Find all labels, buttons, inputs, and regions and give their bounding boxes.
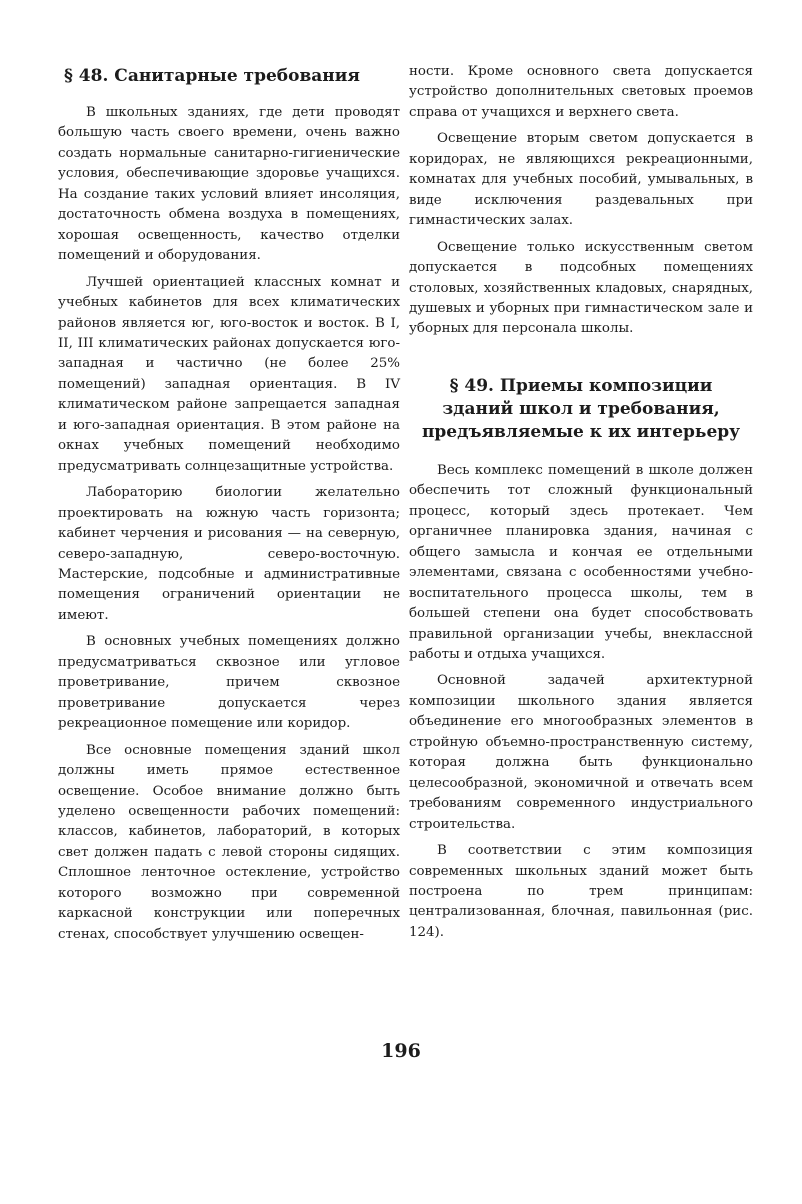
paragraph: В основных учебных помещениях должно предусматриваться сквозное или угловое проветривание, причем сквозное проветривание допускается через рекреационное помещение или коридор. xyxy=(58,634,400,732)
heading-line: § 49. Приемы композиции xyxy=(449,375,713,396)
paragraph: Освещение вторым светом допускается в коридорах, не являющихся рекреационными, комнатах для учебных пособий, умывальных, в виде исключения раздевальных при гимнастических залах. xyxy=(409,131,753,229)
paragraph: Лучшей ориентацией классных комнат и учебных кабинетов для всех климатических районов является юг, юго-восток и восток. В I, II, III климатических районах допускается юго-западная и частично (не более 25% помещений) западная ориентация. В IV климатическом районе запрещается западная и юго-западная ориентация. В этом районе на окнах учебных помещений необходимо предусматривать солнцезащитные устройства. xyxy=(58,274,400,474)
section-48-heading: § 48. Санитарные требования xyxy=(64,66,360,86)
section-49-heading xyxy=(409,375,753,444)
paragraph-continuation: ности. Кроме основного света допускается устройство дополнительных световых проемов справа от учащихся и верхнего света. xyxy=(409,64,753,120)
heading-line: зданий школ и требования, xyxy=(442,398,720,419)
paragraph: Освещение только искусственным светом допускается в подсобных помещениях столовых, хозяйственных кладовых, снарядных, душевых и уборных при гимнастическом зале и уборных для персонала школы. xyxy=(409,239,753,337)
left-column xyxy=(58,62,400,951)
paragraph: Основной задачей архитектурной композиции школьного здания является объединение его многообразных элементов в стройную объемно-пространственную систему, которая должна быть функционально целесообразной, экономичной и отвечать всем требованиям современного индустриального строительства. xyxy=(409,673,753,832)
paragraph: Лабораторию биологии желательно проектировать на южную часть горизонта; кабинет черчения и рисования — на северную, северо-западную, северо-восточную. Мастерские, подсобные и административные помещения ограничений ориентации не имеют. xyxy=(58,485,400,623)
paragraph: В соответствии с этим композиция современных школьных зданий может быть построена по трем принципам: централизованная, блочная, павильонная (рис. 124). xyxy=(409,843,753,940)
paragraph: Все основные помещения зданий школ должны иметь прямое естественное освещение. Особое внимание должно быть уделено освещенности рабочих помещений: классов, кабинетов, лабораторий, в которых свет должен падать с левой стороны сидящих. Сплошное ленточное остекление, устройство которого возможно при современной каркасной конструкции или поперечных стенах, способствует улучшению освещен- xyxy=(58,742,400,942)
paragraph: Весь комплекс помещений в школе должен обеспечить тот сложный функциональный процесс, который здесь протекает. Чем органичнее планировка здания, начиная с общего замысла и кончая ее отдельными элементами, связана с особенностями учебно-воспитательного процесса школы, тем в большей степени она будет способствовать правильной организации учебы, внеклассной работы и отдыха учащихся. xyxy=(409,462,753,662)
right-column xyxy=(409,62,753,949)
paragraph: В школьных зданиях, где дети проводят большую часть своего времени, очень важно создать нормальные санитарно-гигиенические условия, обеспечивающие здоровье учащихся. На создание таких условий влияет инсоляция, достаточность обмена воздуха в помещениях, хорошая освещенность, качество отделки помещений и оборудования. xyxy=(58,105,400,264)
page-number: 196 xyxy=(381,1040,421,1062)
heading-line: предъявляемые к их интерьеру xyxy=(421,421,741,442)
